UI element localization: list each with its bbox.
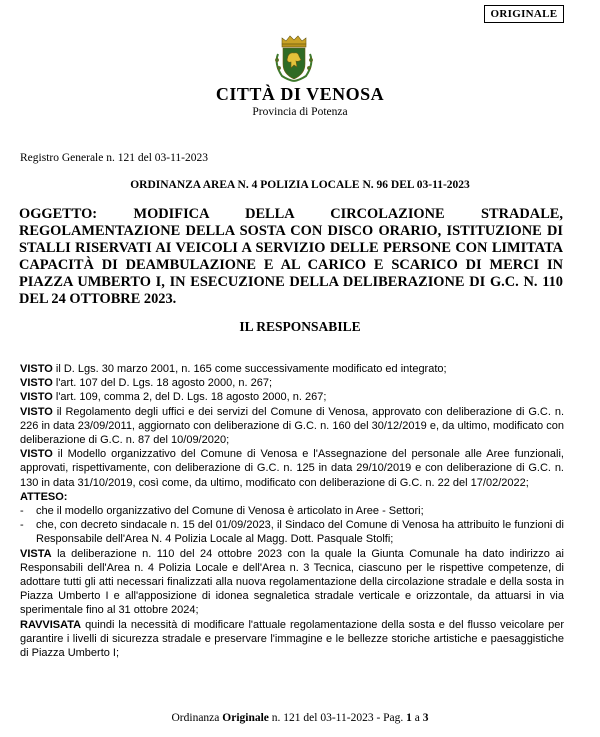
- footer-of: a: [411, 712, 423, 724]
- paragraph-visto-4: [20, 405, 564, 448]
- paragraph-vista: [20, 547, 564, 618]
- list-dash: -: [20, 505, 24, 518]
- keyword: VISTO: [20, 448, 53, 461]
- keyword: VISTO: [20, 405, 53, 418]
- paragraph-text: l'art. 107 del D. Lgs. 18 agosto 2000, n. 267;: [52, 377, 273, 390]
- original-stamp: ORIGINALE: [484, 5, 564, 23]
- list-item-text: che, con decreto sindacale n. 15 del 01/09/2023, il Sindaco del Comune di Venosa ha attribuito le funzioni di Responsabile dell'Area N. 4 Polizia Locale al Magg. Dott. Pasquale Stolfi;: [36, 519, 564, 546]
- subject-block: OGGETTO: MODIFICA DELLA CIRCOLAZIONE STRADALE, REGOLAMENTAZIONE DELLA SOSTA CON DISCO ORARIO, ISTITUZIONE DI STALLI RISERVATI AI VEICOLI A SERVIZIO DELLE PERSONE CON LIMITATA CAPACITÀ DI DEAMBULAZIONE E AL CARICO E SCARICO DI MERCI IN PIAZZA UMBERTO I, IN ESECUZIONE DELLA DELIBERAZIONE DI G.C. N. 110 DEL 24 OTTOBRE 2023.: [19, 206, 563, 307]
- keyword: RAVVISATA: [20, 618, 82, 631]
- footer-middle: n. 121 del 03-11-2023 - Pag.: [268, 712, 407, 724]
- footer-original: Originale: [222, 712, 269, 724]
- paragraph-visto-5: [20, 447, 564, 490]
- paragraph-text: la deliberazione n. 110 del 24 ottobre 2023 con la quale la Giunta Comunale ha dato indirizzo ai Responsabili dell'Area n. 4 Polizia Locale e dell'Area n. 3 Tecnica, ciascuno per le rispettive competenze, di adottare tutti gli atti necessari finalizzati alla nuova regolamentazione della circolazione stradale e della sosta in Piazza Umberto I e all'apposizione di idonea segnaletica stradale verticale e orizzontale, da attuarsi in via sperimentale fino al 31 ottobre 2024;: [20, 547, 564, 617]
- document-body: [20, 362, 564, 660]
- list-item: [20, 504, 564, 518]
- keyword: VISTO: [20, 363, 53, 375]
- keyword: VISTO: [20, 391, 53, 404]
- keyword: VISTO: [20, 377, 53, 390]
- list-dash: -: [20, 519, 24, 532]
- ordinance-title: ORDINANZA AREA N. 4 POLIZIA LOCALE N. 96 DEL 03-11-2023: [130, 179, 470, 191]
- province-name: Provincia di Potenza: [252, 106, 348, 118]
- responsible-heading: IL RESPONSABILE: [239, 319, 361, 334]
- footer-page-total: 3: [422, 712, 429, 724]
- atteso-heading: ATTESO:: [20, 490, 68, 503]
- paragraph-visto-1: [20, 362, 564, 376]
- paragraph-visto-3: [20, 390, 564, 404]
- list-item: [20, 518, 564, 546]
- paragraph-text: l'art. 109, comma 2, del D. Lgs. 18 agosto 2000, n. 267;: [52, 391, 327, 404]
- footer-prefix: Ordinanza: [171, 712, 223, 724]
- page-footer: [0, 712, 600, 724]
- paragraph-visto-2: [20, 376, 564, 390]
- city-crest-icon: [268, 34, 320, 86]
- keyword: VISTA: [20, 547, 52, 560]
- footer-page-number: 1: [406, 712, 412, 724]
- paragraph-text: il Modello organizzativo del Comune di Venosa e l'Assegnazione del personale alle Aree funzionali, approvati, rispettivamente, con deliberazione di G.C. n. 125 in data 29/10/2019 e con deliberazione di G.C. n. 130 in data 31/10/2019, così come, da ultimo, modificato con deliberazione di G.C. n. 22 del 17/02/2022;: [20, 448, 564, 489]
- paragraph-text: quindi la necessità di modificare l'attuale regolamentazione della sosta e del flusso veicolare per garantire i livelli di sicurezza stradale e preservare l'immagine e le bellezze storiche artistiche e paesaggistiche di Piazza Umberto I;: [20, 618, 564, 660]
- list-item-text: che il modello organizzativo del Comune di Venosa è articolato in Aree - Settori;: [36, 505, 424, 518]
- paragraph-ravvisata: [20, 618, 564, 661]
- paragraph-text: il D. Lgs. 30 marzo 2001, n. 165 come successivamente modificato ed integrato;: [52, 363, 447, 375]
- registry-line: Registro Generale n. 121 del 03-11-2023: [20, 152, 208, 164]
- paragraph-text: il Regolamento degli uffici e dei servizi del Comune di Venosa, approvato con deliberazione di G.C. n. 226 in data 23/09/2011, aggiornato con deliberazione di G.C. n. 160 del 30/12/2019 e, da ultimo, modificato con deliberazione di G.C. n. 87 del 10/09/2020;: [20, 405, 564, 447]
- city-name: CITTÀ DI VENOSA: [215, 84, 385, 104]
